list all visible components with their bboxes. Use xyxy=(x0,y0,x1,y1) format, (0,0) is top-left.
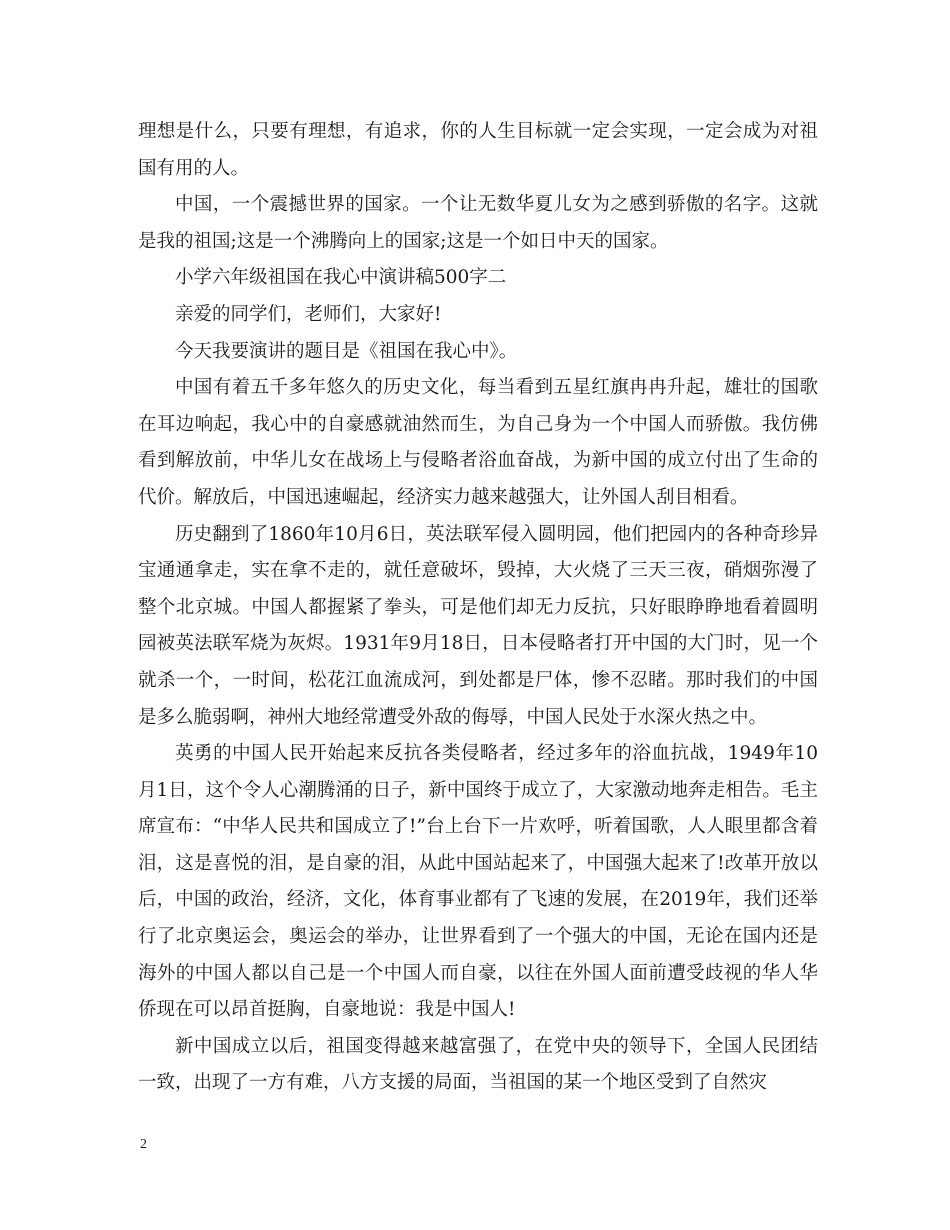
section-heading: 小学六年级祖国在我心中演讲稿500字二 xyxy=(175,267,507,289)
paragraph: 中国有着五千多年悠久的历史文化，每当看到五星红旗冉冉升起，雄壮的国歌在耳边响起，我心中的自豪感就油然而生，为自己身为一个中国人而骄傲。我仿佛看到解放前，中华儿女在战场上与侵略者浴血奋战，为新中国的成立付出了生命的代价。解放后，中国迅速崛起，经济实力越来越强大，让外国人刮目相看。 xyxy=(138,377,818,508)
paragraph: 英勇的中国人民开始起来反抗各类侵略者，经过多年的浴血抗战，1949年10月1日，这个令人心潮腾涌的日子，新中国终于成立了，大家激动地奔走相告。毛主席宣布：“中华人民共和国成立了!”台上台下一片欢呼，听着国歌，人人眼里都含着泪，这是喜悦的泪，是自豪的泪，从此中国站起来了，中国强大起来了!改革开放以后，中国的政治，经济，文化，体育事业都有了飞速的发展，在2019年，我们还举行了北京奥运会，奥运会的举办，让世界看到了一个强大的中国，无论在国内还是海外的中国人都以自己是一个中国人而自豪，以往在外国人面前遭受歧视的华人华侨现在可以昂首挺胸，自豪地说：我是中国人! xyxy=(138,743,818,1021)
document-body xyxy=(138,114,818,1102)
paragraph-continuation: 理想是什么，只要有理想，有追求，你的人生目标就一定会实现，一定会成为对祖国有用的人。 xyxy=(138,121,818,179)
page-number: 2 xyxy=(140,1137,147,1152)
greeting: 亲爱的同学们，老师们，大家好! xyxy=(175,303,442,325)
paragraph: 今天我要演讲的题目是《祖国在我心中》。 xyxy=(175,340,518,362)
paragraph: 新中国成立以后，祖国变得越来越富强了，在党中央的领导下，全国人民团结一致，出现了一方有难，八方支援的局面，当祖国的某一个地区受到了自然灾 xyxy=(138,1035,818,1094)
paragraph: 历史翻到了1860年10月6日，英法联军侵入圆明园，他们把园内的各种奇珍异宝通通拿走，实在拿不走的，就任意破坏，毁掉，大火烧了三天三夜，硝烟弥漫了整个北京城。中国人都握紧了拳头，可是他们却无力反抗，只好眼睁睁地看着圆明园被英法联军烧为灰烬。1931年9月18日，日本侵略者打开中国的大门时，见一个就杀一个，一时间，松花江血流成河，到处都是尸体，惨不忍睹。那时我们的中国是多么脆弱啊，神州大地经常遭受外敌的侮辱，中国人民处于水深火热之中。 xyxy=(138,523,818,728)
paragraph: 中国，一个震撼世界的国家。一个让无数华夏儿女为之感到骄傲的名字。这就是我的祖国;这是一个沸腾向上的国家;这是一个如日中天的国家。 xyxy=(138,194,818,252)
